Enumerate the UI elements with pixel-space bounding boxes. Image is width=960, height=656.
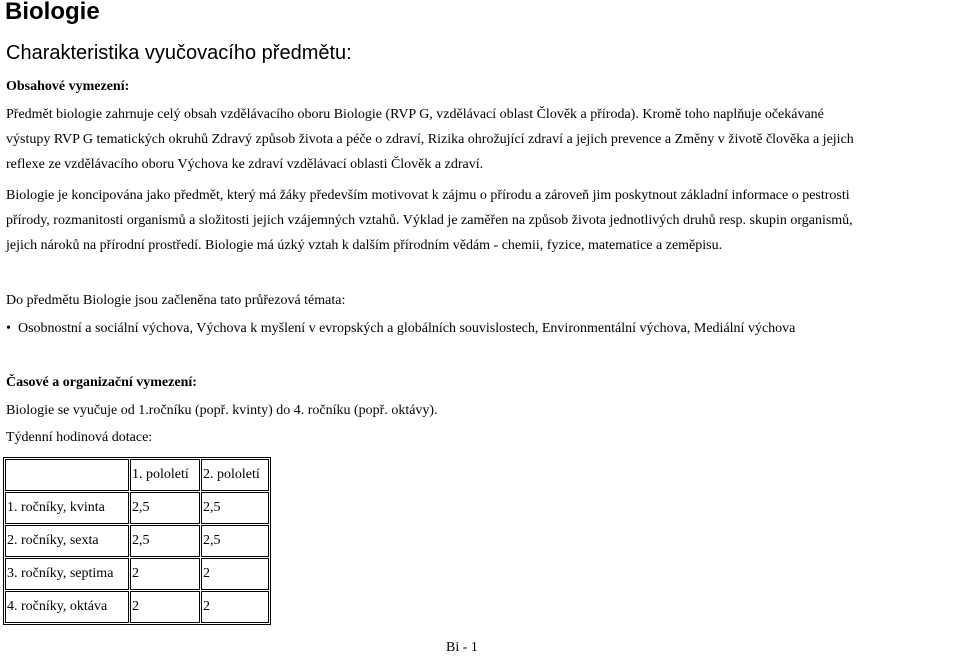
paragraph-line: reflexe ze vzdělávacího oboru Výchova ke zdraví vzdělávací oblasti Člověk a zdraví. (6, 157, 484, 172)
paragraph-subject-scope (6, 102, 958, 177)
table-row (5, 525, 269, 557)
table-cell: 2,5 (130, 525, 200, 557)
cross-topics-text: Osobnostní a sociální výchova, Výchova k myšlení v evropských a globálních souvislostech, Environmentální výchova, Mediální výchova (18, 321, 796, 336)
table-cell: 2 (130, 558, 200, 590)
table-header-cell: 1. pololetí (130, 459, 200, 491)
page-subtitle: Charakteristika vyučovacího předmětu: (6, 42, 352, 64)
paragraph-line: Biologie je koncipována jako předmět, který má žáky především motivovat k zájmu o přírodu a zároveň jim poskytnout základní informace o pestrosti (6, 188, 850, 203)
table-cell: 4. ročníky, oktáva (5, 591, 129, 623)
time-section-text: Biologie se vyučuje od 1.ročníku (popř. kvinty) do 4. ročníku (popř. oktávy). (6, 403, 438, 418)
table-header-row (5, 459, 269, 491)
content-section-heading: Obsahové vymezení: (6, 79, 130, 94)
table-cell: 2,5 (130, 492, 200, 524)
table-cell: 2 (201, 558, 269, 590)
weekly-hours-label: Týdenní hodinová dotace: (6, 430, 153, 445)
cross-topics-list-item (6, 320, 795, 338)
weekly-hours-table (3, 457, 271, 625)
table-cell: 2. ročníky, sexta (5, 525, 129, 557)
paragraph-line: jejich nároků na přírodní prostředí. Biologie má úzký vztah k dalším přírodním vědám - chemii, fyzice, matematice a zeměpisu. (6, 238, 723, 253)
time-section-heading: Časové a organizační vymezení: (6, 375, 197, 390)
paragraph-subject-concept (6, 183, 958, 258)
page-number: Bi - 1 (446, 640, 478, 655)
paragraph-line: Předmět biologie zahrnuje celý obsah vzdělávacího oboru Biologie (RVP G, vzdělávací oblast Člověk a příroda). Kromě toho naplňuje očekávané (6, 107, 824, 122)
page-title: Biologie (5, 0, 100, 25)
table-cell: 2 (201, 591, 269, 623)
table-row (5, 492, 269, 524)
table-header-cell: 2. pololetí (201, 459, 269, 491)
table-row (5, 591, 269, 623)
cross-topics-intro: Do předmětu Biologie jsou začleněna tato průřezová témata: (6, 293, 346, 308)
table-cell: 2 (130, 591, 200, 623)
table-header-cell (5, 459, 129, 491)
table-cell: 1. ročníky, kvinta (5, 492, 129, 524)
table-row (5, 558, 269, 590)
paragraph-line: přírody, rozmanitosti organismů a složitosti jejich vzájemných vztahů. Výklad je zaměřen na způsob života jednotlivých druhů resp. skupin organismů, (6, 213, 853, 228)
table-cell: 2,5 (201, 525, 269, 557)
bullet-icon: • (6, 321, 11, 336)
paragraph-line: výstupy RVP G tematických okruhů Zdravý způsob života a péče o zdraví, Rizika ohrožující zdraví a jejich prevence a Změny v životě člověka a jejich (6, 132, 854, 147)
table-cell: 2,5 (201, 492, 269, 524)
table-cell: 3. ročníky, septima (5, 558, 129, 590)
